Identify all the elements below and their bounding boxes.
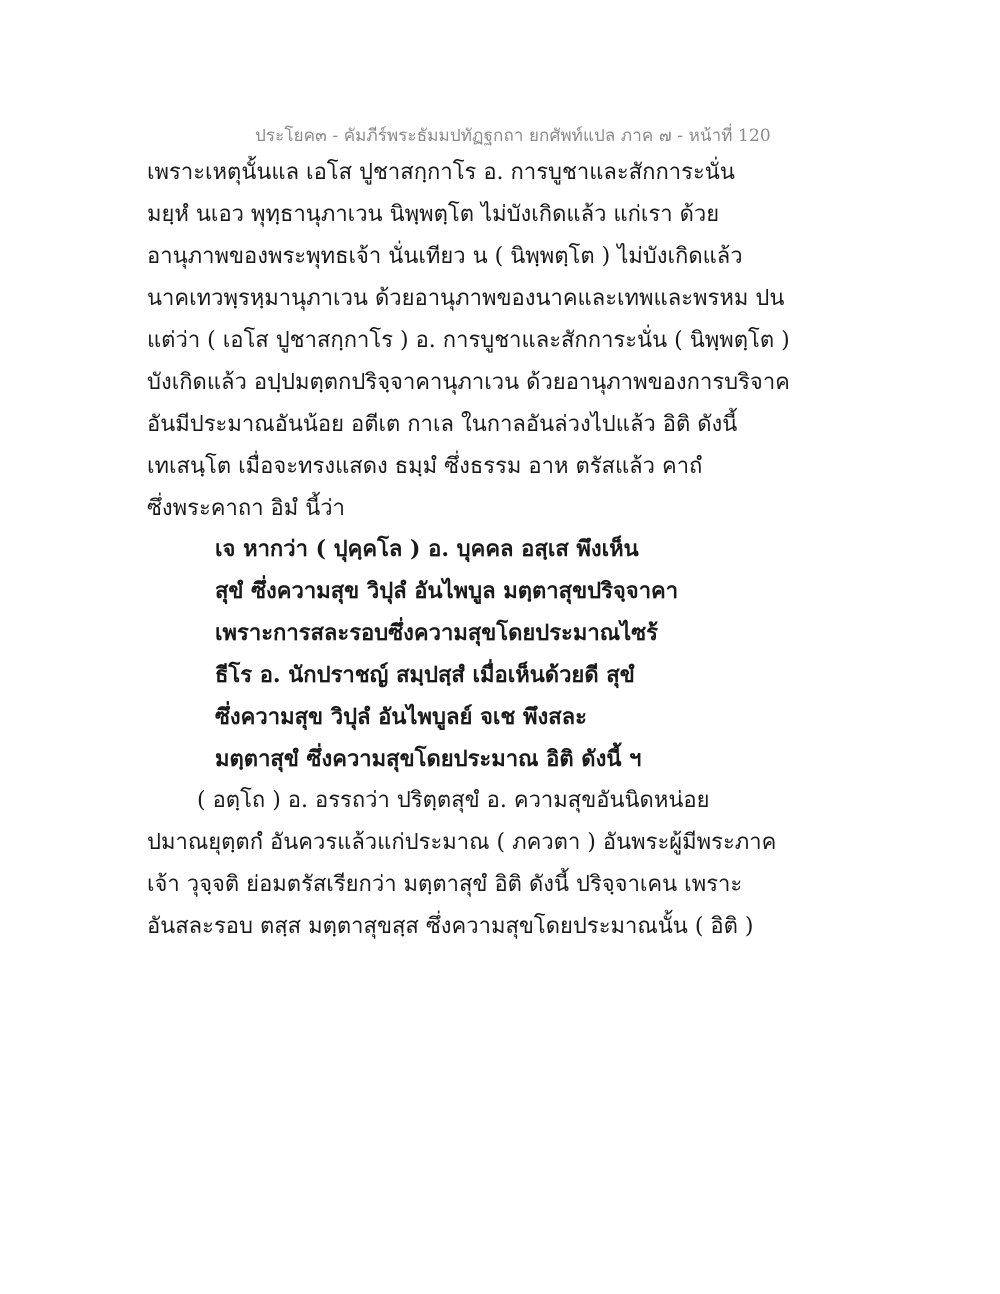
verse-line: เพราะการสละรอบซึ่งความสุขโดยประมาณไซร้ [215,620,658,646]
text-line: อันสละรอบ ตสฺส มตฺตาสุขสฺส ซึ่งความสุขโดยประมาณนั้น ( อิติ ) [147,914,754,939]
text-line: แต่ว่า ( เอโส ปูชาสกฺกาโร ) อ. การบูชาและสักการะนั่น ( นิพฺพตฺโต ) [147,328,790,353]
verse-line: มตฺตาสุขํ ซึ่งความสุขโดยประมาณ อิติ ดังนี้ ฯ [215,746,642,772]
text-line: ปมาณยุตฺตกํ อันควรแล้วแก่ประมาณ ( ภควตา ) อันพระผู้มีพระภาค [147,830,777,855]
text-line: เทเสนฺโต เมื่อจะทรงแสดง ธมฺมํ ซึ่งธรรม อาห ตรัสแล้ว คาถํ [147,454,703,479]
text-line: เพราะเหตุนั้นแล เอโส ปูชาสกฺกาโร อ. การบูชาและสักการะนั่น [147,160,735,185]
text-line: มยฺหํ นเอว พุทฺธานุภาเวน นิพฺพตฺโต ไม่บังเกิดแล้ว แก่เรา ด้วย [147,202,720,227]
text-line: อานุภาพของพระพุทธเจ้า นั่นเทียว น ( นิพฺพตฺโต ) ไม่บังเกิดแล้ว [147,244,743,269]
verse-line: ซึ่งความสุข วิปุลํ อันไพบูลย์ จเช พึงสละ [215,704,587,730]
text-line: เจ้า วุจฺจติ ย่อมตรัสเรียกว่า มตฺตาสุขํ อิติ ดังนี้ ปริจฺจาเคน เพราะ [147,872,743,897]
text-line: ( อตฺโถ ) อ. อรรถว่า ปริตฺตสุขํ อ. ความสุขอันนิดหน่อย [197,788,710,813]
running-header: ประโยค๓ - คัมภีร์พระธัมมปทัฏฐกถา ยกศัพท์แปล ภาค ๗ - หน้าที่ 120 [255,126,771,146]
verse-line: สุขํ ซึ่งความสุข วิปุลํ อันไพบูล มตฺตาสุขปริจฺจาคา [215,578,679,604]
verse-line: เจ หากว่า ( ปุคฺคโล ) อ. บุคคล อสฺเส พึงเห็น [215,536,639,562]
text-line: นาคเทวพฺรหฺมานุภาเวน ด้วยอานุภาพของนาคและเทพและพรหม ปน [147,286,785,311]
text-line: อันมีประมาณอันน้อย อตีเต กาเล ในกาลอันล่วงไปแล้ว อิติ ดังนี้ [147,412,738,437]
verse-line: ธีโร อ. นักปราชญ์ สมฺปสฺสํ เมื่อเห็นด้วยดี สุขํ [215,662,635,688]
text-line: บังเกิดแล้ว อปฺปมตฺตกปริจฺจาคานุภาเวน ด้วยอานุภาพของการบริจาค [147,370,790,395]
text-line: ซึ่งพระคาถา อิมํ นี้ว่า [147,496,345,521]
